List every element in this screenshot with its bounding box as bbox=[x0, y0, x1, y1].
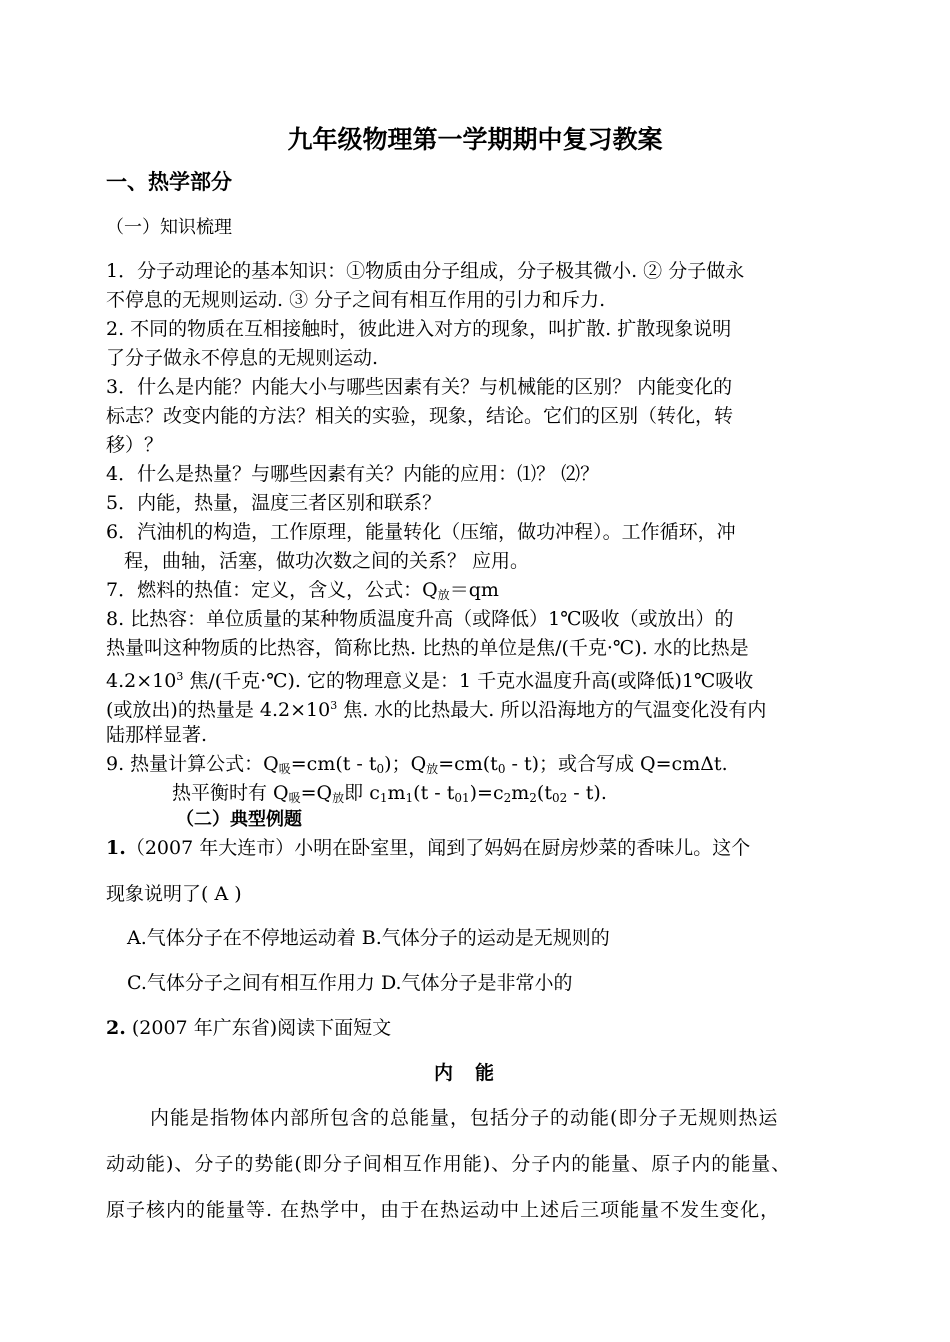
item-8-line-3 bbox=[106, 665, 753, 693]
passage-title: 内能 bbox=[433, 1062, 516, 1084]
question-1-text: （2007 年大连市）小明在卧室里，闻到了妈妈在厨房炒菜的香味儿。这个 bbox=[125, 837, 751, 859]
formula-sub: 0 bbox=[497, 762, 506, 776]
formula-part: )=c bbox=[469, 782, 504, 804]
formula-part: =Q bbox=[300, 782, 333, 804]
item-7 bbox=[106, 578, 499, 607]
item-7-subscript: 放 bbox=[437, 588, 450, 602]
formula-sub: 吸 bbox=[278, 762, 291, 776]
item-8-line-4-text-b: 焦. 水的比热最大. 所以沿海地方的气温变化没有内 bbox=[337, 699, 767, 721]
question-1-number: 1. bbox=[106, 837, 126, 859]
passage-line-2: 动动能)、分子的势能(即分子间相互作用能)、分子内的能量、原子内的能量、 bbox=[106, 1153, 792, 1175]
question-2-number: 2. bbox=[106, 1017, 126, 1039]
item-8-line-4-text-a: (或放出)的热量是 4.2×10 bbox=[106, 699, 331, 721]
item-8-line-3-text: 焦/(千克·℃). 它的物理意义是：1 千克水温度升高(或降低)1℃吸收 bbox=[183, 670, 754, 692]
item-8-line-5: 陆那样显著. bbox=[106, 724, 208, 746]
formula-part: (t bbox=[536, 782, 552, 804]
item-3-line-2: 标志？改变内能的方法？相关的实验，现象，结论。它们的区别（转化，转 bbox=[106, 405, 734, 427]
formula-sub: 0 bbox=[376, 762, 385, 776]
item-8-line-4 bbox=[106, 694, 766, 722]
item-9-line-1 bbox=[106, 752, 728, 781]
item-3-line-3: 移）？ bbox=[106, 434, 164, 456]
item-8-value: 4.2×10 bbox=[106, 670, 177, 692]
formula-sub: 1 bbox=[405, 791, 414, 805]
item-4: 4．什么是热量？与哪些因素有关？内能的应用：⑴？ ⑵？ bbox=[106, 463, 600, 485]
formula-sub: 01 bbox=[454, 791, 470, 805]
formula-sub: 1 bbox=[379, 791, 388, 805]
question-1-options-cd: C.气体分子之间有相互作用力 D.气体分子是非常小的 bbox=[127, 972, 573, 994]
item-1-line-1: 1．分子动理论的基本知识：①物质由分子组成，分子极其微小. ② 分子做永 bbox=[106, 260, 745, 282]
item-9-line-2 bbox=[172, 781, 607, 810]
question-2-line bbox=[106, 1016, 391, 1040]
item-8-line-4-superscript: 3 bbox=[330, 699, 338, 712]
formula-part: =cm(t - t bbox=[290, 753, 377, 775]
item-3-line-1: 3．什么是内能？内能大小与哪些因素有关？与机械能的区别？ 内能变化的 bbox=[106, 376, 733, 398]
item-7-text: 7．燃料的热值：定义，含义，公式：Q bbox=[106, 579, 438, 601]
item-5: 5．内能，热量，温度三者区别和联系？ bbox=[106, 492, 442, 514]
item-2-line-1: 2. 不同的物质在互相接触时，彼此进入对方的现象，叫扩散. 扩散现象说明 bbox=[106, 318, 732, 340]
question-1-line-1 bbox=[106, 836, 750, 860]
question-2-text: (2007 年广东省)阅读下面短文 bbox=[125, 1017, 392, 1039]
formula-part: 即 c bbox=[344, 782, 380, 804]
item-7-formula-end: ＝qm bbox=[449, 579, 499, 601]
subsection-heading-examples: （二）典型例题 bbox=[176, 809, 302, 830]
formula-part: - t). bbox=[567, 782, 607, 804]
formula-sub: 吸 bbox=[288, 791, 301, 805]
item-6-line-2: 程，曲轴，活塞，做功次数之间的关系？ 应用。 bbox=[124, 550, 530, 572]
formula-part: )；Q bbox=[384, 753, 427, 775]
formula-part: (t - t bbox=[413, 782, 455, 804]
formula-part: m bbox=[511, 782, 530, 804]
formula-sub: 02 bbox=[551, 791, 568, 805]
formula-part: =cm(t bbox=[438, 753, 498, 775]
formula-part: 热平衡时有 Q bbox=[172, 782, 289, 804]
item-2-line-2: 了分子做永不停息的无规则运动. bbox=[106, 347, 379, 369]
formula-part: - t)；或合写成 Q=cmΔt. bbox=[505, 753, 728, 775]
passage-line-3: 原子核内的能量等. 在热学中，由于在热运动中上述后三项能量不发生变化， bbox=[106, 1199, 781, 1221]
document-title: 九年级物理第一学期期中复习教案 bbox=[287, 125, 663, 154]
formula-sub: 2 bbox=[503, 791, 512, 805]
item-1-line-2: 不停息的无规则运动. ③ 分子之间有相互作用的引力和斥力. bbox=[106, 289, 606, 311]
question-1-line-2: 现象说明了( A ) bbox=[106, 883, 242, 905]
formula-part: 9. 热量计算公式：Q bbox=[106, 753, 279, 775]
section-heading-thermal: 一、热学部分 bbox=[106, 170, 232, 194]
formula-sub: 2 bbox=[529, 791, 537, 805]
formula-part: m bbox=[387, 782, 406, 804]
formula-sub: 放 bbox=[332, 791, 345, 805]
passage-line-1: 内能是指物体内部所包含的总能量，包括分子的动能(即分子无规则热运 bbox=[150, 1107, 779, 1129]
item-8-superscript: 3 bbox=[176, 670, 184, 683]
item-6-line-1: 6．汽油机的构造，工作原理，能量转化（压缩，做功冲程）。工作循环，冲 bbox=[106, 521, 736, 543]
formula-sub: 放 bbox=[426, 762, 439, 776]
item-8-line-1: 8. 比热容：单位质量的某种物质温度升高（或降低）1℃吸收（或放出）的 bbox=[106, 608, 734, 630]
subsection-heading-knowledge: （一）知识梳理 bbox=[106, 217, 232, 238]
question-1-options-ab: A.气体分子在不停地运动着 B.气体分子的运动是无规则的 bbox=[127, 927, 610, 949]
item-8-line-2: 热量叫这种物质的比热容，简称比热. 比热的单位是焦/(千克·℃). 水的比热是 bbox=[106, 637, 749, 659]
